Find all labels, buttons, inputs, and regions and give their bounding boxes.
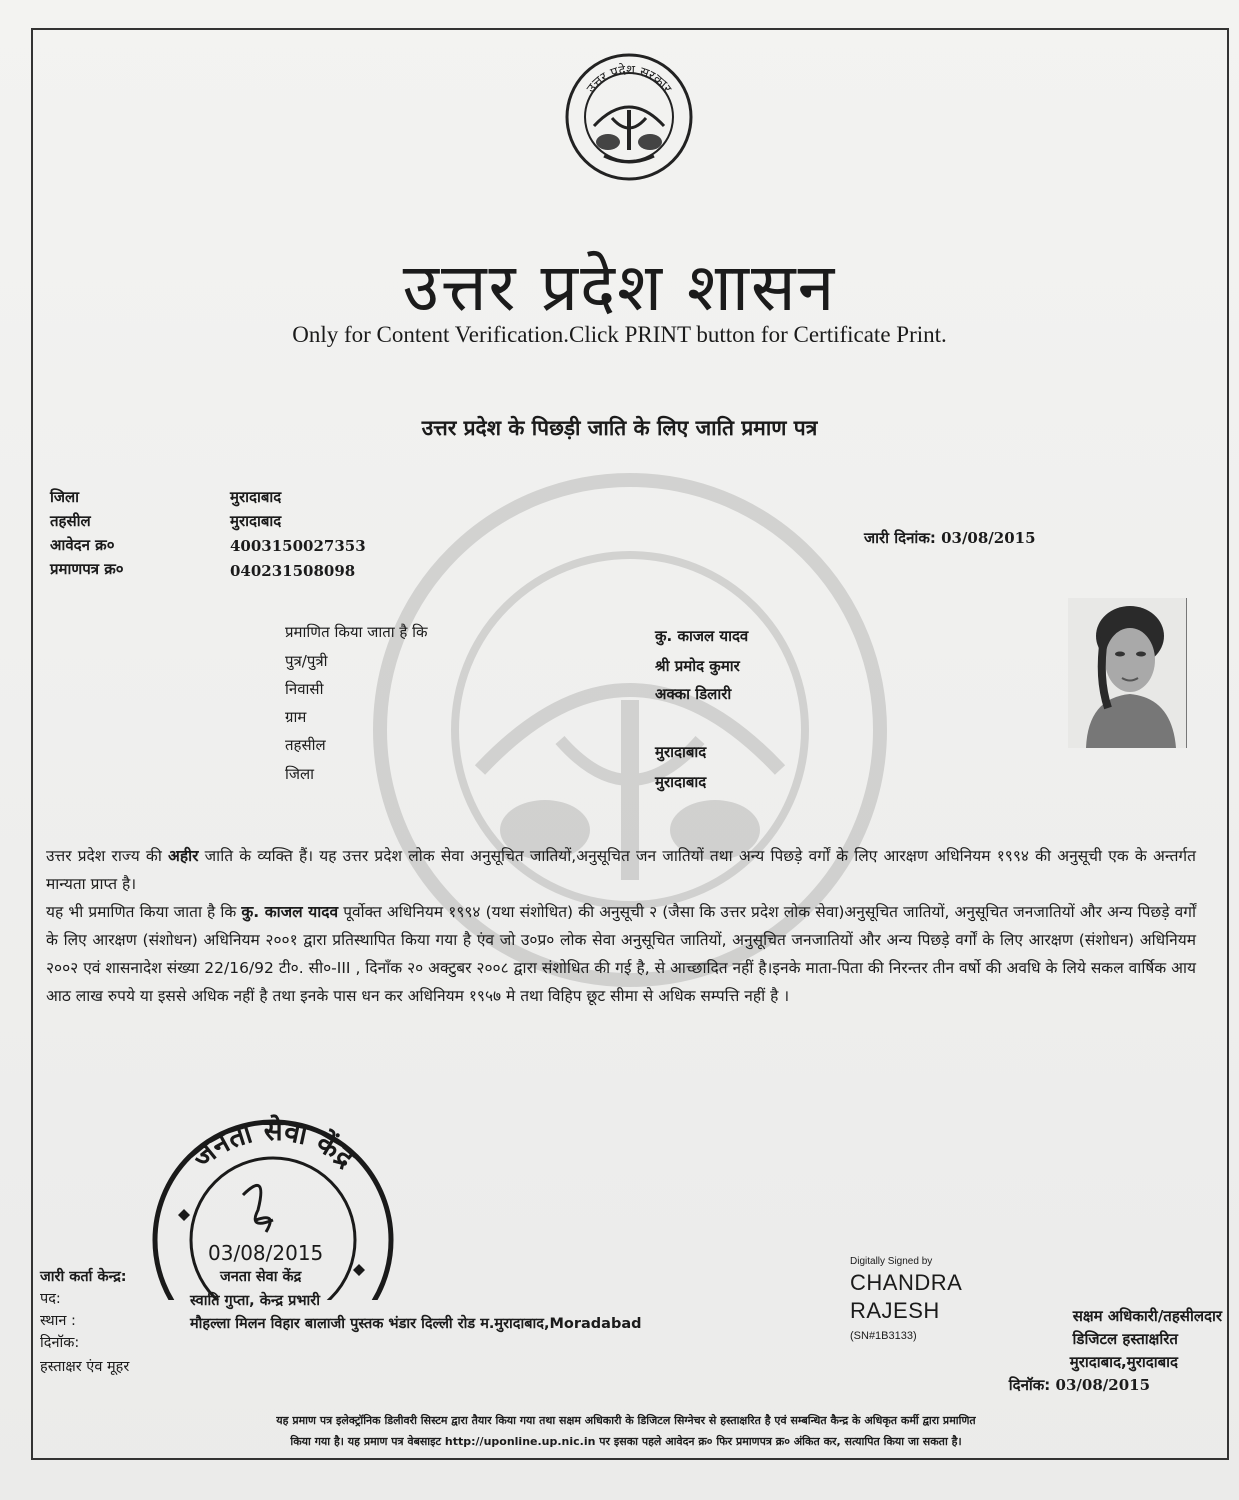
issue-date bbox=[864, 528, 1036, 548]
meta-value-district: मुरादाबाद bbox=[230, 488, 282, 506]
authority-location: मुरादाबाद,मुरादाबाद bbox=[1069, 1353, 1178, 1371]
footer-label-issuing-center: जारी कर्ता केन्द्र: bbox=[40, 1269, 127, 1285]
meta-label-district: जिला bbox=[50, 488, 80, 506]
body-paragraph-caste bbox=[46, 842, 1196, 898]
main-title: उत्तर प्रदेश शासन bbox=[402, 249, 837, 326]
meta-value-tehsil: मुरादाबाद bbox=[230, 512, 282, 530]
caste-name: अहीर bbox=[168, 847, 199, 865]
footer-value-post: स्वाति गुप्ता, केन्द्र प्रभारी bbox=[190, 1293, 320, 1309]
meta-label-tehsil: तहसील bbox=[50, 512, 91, 530]
body-text-segment: जाति के व्यक्ति हैं। यह उत्तर प्रदेश लोक सेवा अनुसूचित जातियों,अनुसूचित जन जातियों तथा अन्य पिछड़े वर्गों के लिए आरक्षण अधिनियम १९९४ की अनुसूची एक के अन्तर्गत मान्यता प्राप्त है। bbox=[46, 847, 1196, 893]
digital-signer-name-2: RAJESH bbox=[850, 1298, 940, 1323]
svg-text:03/08/2015: 03/08/2015 bbox=[208, 1241, 324, 1265]
authority-date bbox=[960, 1375, 1150, 1395]
field-label-tehsil: तहसील bbox=[285, 736, 326, 754]
field-label-village: ग्राम bbox=[285, 708, 307, 726]
footer-label-place: स्थान : bbox=[40, 1313, 76, 1329]
person-photo-icon bbox=[1068, 598, 1186, 748]
field-label-district: जिला bbox=[285, 765, 315, 783]
issue-date-label: जारी दिनांक: bbox=[864, 529, 936, 547]
applicant-photo bbox=[1068, 598, 1187, 748]
body-paragraph-certification bbox=[46, 898, 1196, 1010]
meta-value-certificate-no: 040231508098 bbox=[230, 562, 356, 580]
body-text-segment: यह भी प्रमाणित किया जाता है कि bbox=[46, 903, 242, 921]
meta-label-certificate-no: प्रमाणपत्र क्र० bbox=[50, 560, 124, 578]
footer-value-issuing-center: जनता सेवा केंद्र bbox=[220, 1269, 302, 1285]
field-value-parent: श्री प्रमोद कुमार bbox=[655, 657, 740, 675]
authority-date-label: दिनॉक: bbox=[1008, 1376, 1051, 1394]
verification-subtitle: Only for Content Verification.Click PRINT button for Certificate Print. bbox=[292, 322, 947, 347]
field-value-district: मुरादाबाद bbox=[655, 773, 707, 791]
issue-date-value: 03/08/2015 bbox=[941, 529, 1036, 547]
footer-label-date: दिनॉक: bbox=[40, 1335, 80, 1351]
certified-person-name: कु. काजल यादव bbox=[241, 903, 339, 921]
authority-digitally-signed: डिजिटल हस्ताक्षरित bbox=[1072, 1330, 1178, 1348]
footnote-line-2: किया गया है। यह प्रमाण पत्र वेबसाइट http://uponline.up.nic.in पर इसका पहले आवेदन क्र० फिर प्रमाणपत्र क्र० अंकित कर, सत्यापित किया जा सकता है। bbox=[290, 1435, 962, 1448]
authority-designation: सक्षम अधिकारी/तहसीलदार bbox=[1072, 1307, 1222, 1325]
field-label-resident: निवासी bbox=[285, 680, 324, 698]
footer-label-post: पद: bbox=[40, 1291, 61, 1307]
body-text-segment: उत्तर प्रदेश राज्य की bbox=[46, 847, 169, 865]
field-label-certified: प्रमाणित किया जाता है कि bbox=[285, 623, 428, 641]
footer-value-place: मौहल्ला मिलन विहार बालाजी पुस्तक भंडार दिल्ली रोड म.मुरादाबाद,Moradabad bbox=[190, 1316, 642, 1332]
svg-text:उत्तर प्रदेश सरकार: उत्तर प्रदेश सरकार bbox=[584, 62, 675, 97]
field-label-parent: पुत्र/पुत्री bbox=[285, 652, 328, 670]
meta-value-application-no: 4003150027353 bbox=[230, 537, 366, 555]
authority-date-value: 03/08/2015 bbox=[1055, 1376, 1150, 1394]
field-value-tehsil: मुरादाबाद bbox=[655, 743, 707, 761]
digital-signer-name-1: CHANDRA bbox=[850, 1270, 963, 1295]
field-value-name: कु. काजल यादव bbox=[655, 627, 749, 645]
footnote-line-1: यह प्रमाण पत्र इलेक्ट्रॉनिक डिलीवरी सिस्टम द्वारा तैयार किया गया तथा सक्षम अधिकारी के डिजिटल सिग्नेचर से हस्ताक्षरित है एवं सम्बन्धित कैन्द्र के अधिकृत कर्मी द्वारा प्रमाणित bbox=[276, 1414, 976, 1427]
field-value-resident: अक्का डिलारी bbox=[655, 685, 732, 703]
up-government-emblem-icon bbox=[564, 52, 694, 182]
svg-text:जनता सेवा केंद्र: जनता सेवा केंद्र bbox=[185, 1113, 362, 1175]
meta-label-application-no: आवेदन क्र० bbox=[50, 536, 115, 554]
body-text-segment: पूर्वोक्त अधिनियम १९९४ (यथा संशोधित) की अनुसूची २ (जैसा कि उत्तर प्रदेश लोक सेवा)अनुसूचित जातियों, अनुसूचित जनजातियों और अन्य पिछड़े वर्गों के लिए आरक्षण (संशोधन) अधिनियम २००१ द्वारा प्रतिस्थापित किया गया है एंव जो उ०प्र० लोक सेवा अनुसूचित जातियों, अनुसूचित जनजातियों और अन्य पिछड़े वर्गों के लिए आरक्षण (संशोधन) अधिनियम २००२ एवं शासनादेश संख्या 22/16/92 टी०. सी०-III , दिनाँक २० अक्टुबर २००८ द्वारा संशोधित की गई है, से आच्छादित नहीं है।इनके माता-पिता की निरन्तर तीन वर्षो की अवधि के लिये सकल वार्षिक आय आठ लाख रुपये या इससे अधिक नहीं है तथा इनके पास धन कर अधिनियम १९५७ मे तथा विहिप छूट सीमा से अधिक सम्पत्ति नहीं है । bbox=[46, 903, 1197, 1005]
digital-signer-serial: (SN#1B3133) bbox=[850, 1330, 917, 1342]
footer-label-signature: हस्ताक्षर एंव मूहर bbox=[40, 1359, 130, 1375]
certificate-heading: उत्तर प्रदेश के पिछड़ी जाति के लिए जाति प्रमाण पत्र bbox=[421, 416, 818, 440]
digital-sign-caption: Digitally Signed by bbox=[850, 1256, 933, 1267]
